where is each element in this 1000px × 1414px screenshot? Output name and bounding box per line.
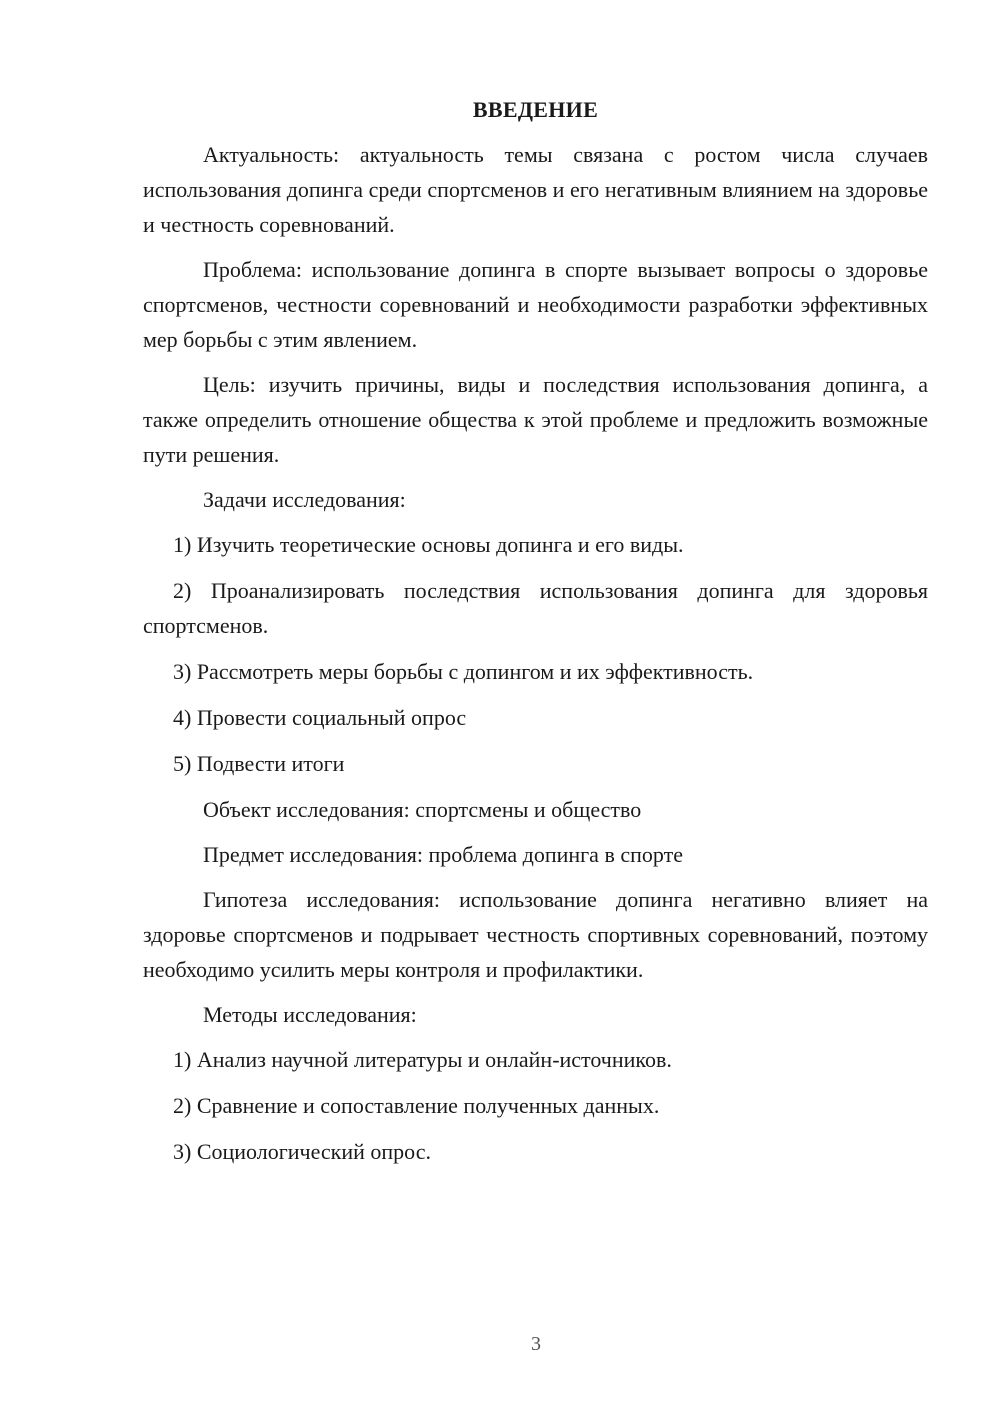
- method-item: 1) Анализ научной литературы и онлайн-источников.: [173, 1047, 672, 1072]
- task-item: 2) Проанализировать последствия использования допинга для здоровья спортсменов.: [143, 578, 928, 638]
- goal-paragraph: Цель: изучить причины, виды и последствия использования допинга, а также определить отношение общества к этой проблеме и предложить возможные пути решения.: [143, 372, 928, 467]
- section-title: ВВЕДЕНИЕ: [472, 97, 599, 122]
- task-item: 5) Подвести итоги: [173, 751, 345, 776]
- methods-heading: Методы исследования:: [203, 1002, 417, 1027]
- problem-paragraph: Проблема: использование допинга в спорте вызывает вопросы о здоровье спортсменов, честности соревнований и необходимости разработки эффективных мер борьбы с этим явлением.: [143, 257, 928, 352]
- task-item: 3) Рассмотреть меры борьбы с допингом и их эффективность.: [173, 659, 754, 684]
- relevance-paragraph: Актуальность: актуальность темы связана с ростом числа случаев использования допинга среди спортсменов и его негативным влиянием на здоровье и честность соревнований.: [143, 142, 928, 237]
- hypothesis-paragraph: Гипотеза исследования: использование допинга негативно влияет на здоровье спортсменов и подрывает честность спортивных соревнований, поэтому необходимо усилить меры контроля и профилактики.: [143, 887, 928, 982]
- object-paragraph: Объект исследования: спортсмены и общество: [203, 797, 642, 822]
- method-item: 2) Сравнение и сопоставление полученных данных.: [173, 1093, 660, 1118]
- subject-paragraph: Предмет исследования: проблема допинга в спорте: [203, 842, 683, 867]
- method-item: 3) Социологический опрос.: [173, 1139, 431, 1164]
- task-item: 4) Провести социальный опрос: [173, 705, 467, 730]
- tasks-heading: Задачи исследования:: [203, 487, 406, 512]
- task-item: 1) Изучить теоретические основы допинга и его виды.: [173, 532, 684, 557]
- page-number: 3: [531, 1333, 541, 1355]
- document-body: [143, 92, 928, 1180]
